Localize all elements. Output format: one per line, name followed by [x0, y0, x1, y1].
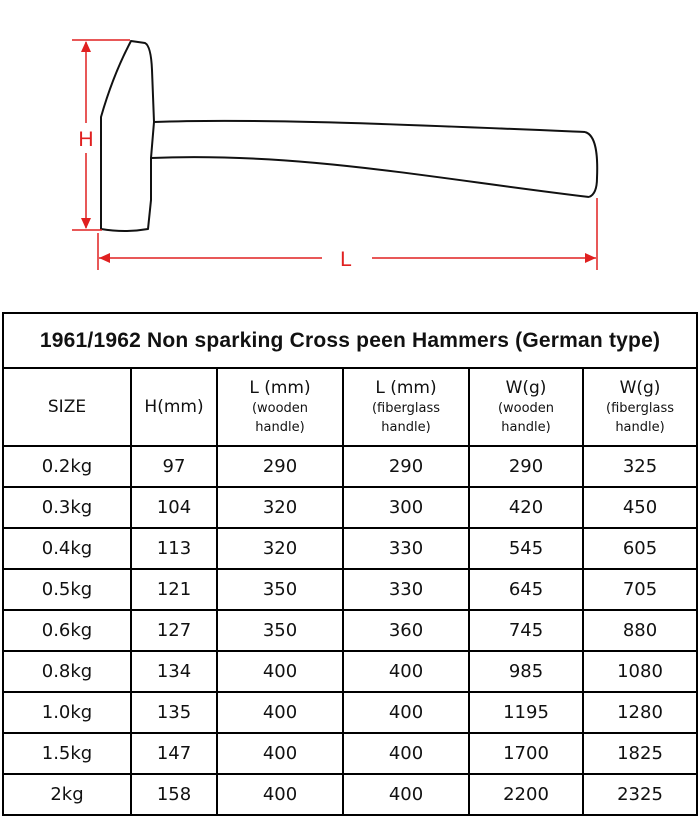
table-header-row — [3, 368, 697, 446]
header-size — [3, 368, 131, 446]
cell-length-wooden: 290 — [217, 446, 343, 487]
header-sublabel: (wooden — [497, 401, 555, 416]
cell-height: 127 — [131, 610, 217, 651]
hammer-handle-top — [154, 121, 585, 132]
table-row — [3, 528, 697, 569]
cell-weight-wooden: 545 — [469, 528, 583, 569]
cell-weight-fiberglass: 605 — [583, 528, 697, 569]
header-height — [131, 368, 217, 446]
cell-weight-fiberglass: 1280 — [583, 692, 697, 733]
table-row — [3, 487, 697, 528]
cell-length-fiberglass: 300 — [343, 487, 469, 528]
cell-weight-fiberglass: 880 — [583, 610, 697, 651]
cell-height: 121 — [131, 569, 217, 610]
cell-weight-fiberglass: 325 — [583, 446, 697, 487]
table-title-row — [3, 313, 697, 368]
cell-weight-fiberglass: 705 — [583, 569, 697, 610]
cell-weight-wooden: 290 — [469, 446, 583, 487]
header-label: L (mm) — [375, 378, 437, 398]
cell-length-fiberglass: 400 — [343, 733, 469, 774]
header-label: W(g) — [619, 378, 661, 398]
header-length-fiberglass — [343, 368, 469, 446]
height-arrow-bottom — [81, 218, 91, 229]
cell-weight-fiberglass: 2325 — [583, 774, 697, 815]
table-row — [3, 733, 697, 774]
cell-length-wooden: 320 — [217, 487, 343, 528]
cell-height: 97 — [131, 446, 217, 487]
cell-weight-wooden: 645 — [469, 569, 583, 610]
cell-size: 0.4kg — [3, 528, 131, 569]
header-sublabel: handle) — [255, 420, 305, 435]
length-arrow-left — [99, 253, 110, 263]
cell-size: 0.2kg — [3, 446, 131, 487]
cell-weight-wooden: 1700 — [469, 733, 583, 774]
cell-size: 0.8kg — [3, 651, 131, 692]
cell-length-fiberglass: 290 — [343, 446, 469, 487]
header-label: W(g) — [505, 378, 547, 398]
hammer-diagram — [0, 0, 700, 300]
height-arrow-top — [81, 41, 91, 52]
cell-weight-wooden: 1195 — [469, 692, 583, 733]
header-sublabel: handle) — [615, 420, 665, 435]
cell-height: 158 — [131, 774, 217, 815]
cell-length-wooden: 400 — [217, 733, 343, 774]
length-arrow-right — [585, 253, 596, 263]
cell-length-fiberglass: 330 — [343, 569, 469, 610]
cell-size: 1.5kg — [3, 733, 131, 774]
cell-weight-fiberglass: 1080 — [583, 651, 697, 692]
header-sublabel: handle) — [501, 420, 551, 435]
height-label: H — [78, 128, 94, 151]
cell-length-fiberglass: 400 — [343, 692, 469, 733]
cell-length-fiberglass: 330 — [343, 528, 469, 569]
cell-length-fiberglass: 400 — [343, 651, 469, 692]
cell-size: 0.3kg — [3, 487, 131, 528]
cell-weight-wooden: 2200 — [469, 774, 583, 815]
header-label: SIZE — [47, 397, 87, 417]
cell-weight-fiberglass: 450 — [583, 487, 697, 528]
table-title: 1961/1962 Non sparking Cross peen Hammers (German type) — [3, 313, 697, 368]
header-label: H(mm) — [144, 397, 204, 417]
cell-length-wooden: 400 — [217, 692, 343, 733]
cell-height: 113 — [131, 528, 217, 569]
table-row — [3, 610, 697, 651]
cell-size: 1.0kg — [3, 692, 131, 733]
hammer-handle-end — [585, 132, 597, 197]
cell-height: 134 — [131, 651, 217, 692]
cross-peen-hammer-icon — [101, 41, 597, 231]
hammer-head-outline — [101, 41, 154, 231]
cell-weight-fiberglass: 1825 — [583, 733, 697, 774]
table-row — [3, 651, 697, 692]
cell-height: 147 — [131, 733, 217, 774]
cell-length-wooden: 350 — [217, 569, 343, 610]
cell-weight-wooden: 985 — [469, 651, 583, 692]
cell-length-wooden: 350 — [217, 610, 343, 651]
table-row — [3, 569, 697, 610]
cell-weight-wooden: 420 — [469, 487, 583, 528]
hammer-handle-bottom — [151, 157, 589, 197]
header-label: L (mm) — [249, 378, 311, 398]
hammer-spec-table — [2, 312, 698, 816]
cell-size: 2kg — [3, 774, 131, 815]
header-sublabel: handle) — [381, 420, 431, 435]
header-sublabel: (wooden — [251, 401, 309, 416]
cell-height: 104 — [131, 487, 217, 528]
table-row — [3, 774, 697, 815]
cell-length-wooden: 320 — [217, 528, 343, 569]
cell-size: 0.6kg — [3, 610, 131, 651]
header-weight-wooden — [469, 368, 583, 446]
cell-length-wooden: 400 — [217, 774, 343, 815]
table-row — [3, 692, 697, 733]
cell-length-fiberglass: 400 — [343, 774, 469, 815]
header-length-wooden — [217, 368, 343, 446]
cell-length-fiberglass: 360 — [343, 610, 469, 651]
cell-weight-wooden: 745 — [469, 610, 583, 651]
header-sublabel: (fiberglass — [371, 401, 440, 416]
length-label: L — [340, 248, 352, 271]
header-weight-fiberglass — [583, 368, 697, 446]
cell-size: 0.5kg — [3, 569, 131, 610]
cell-length-wooden: 400 — [217, 651, 343, 692]
header-sublabel: (fiberglass — [606, 401, 675, 416]
cell-height: 135 — [131, 692, 217, 733]
table-row — [3, 446, 697, 487]
